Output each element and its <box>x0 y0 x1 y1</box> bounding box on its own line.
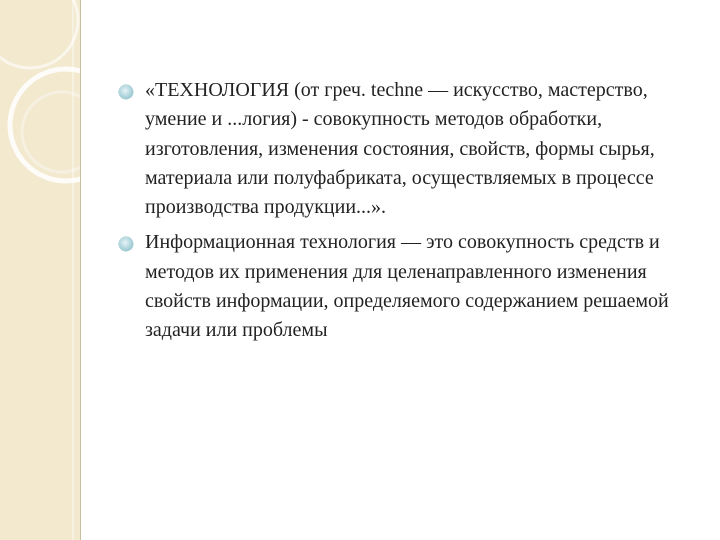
bullet-text: Информационная технология — это совокупность средств и методов их применения для целенаправленного изменения свойств информации, определяемого содержанием решаемой задачи или проблемы <box>145 231 669 342</box>
decorative-rings <box>0 0 80 540</box>
bullet-item-information-technology-definition <box>116 228 706 345</box>
bullet-item-technology-definition <box>116 76 706 222</box>
bullet-icon <box>119 85 133 99</box>
bullet-text: «ТЕХНОЛОГИЯ (от греч. techne — искусство, мастерство, умение и ...логия) - совокупность методов обработки, изготовления, изменения состояния, свойств, формы сырья, материала или полуфабриката, осуществляемых в процессе производства продукции...». <box>145 79 655 219</box>
slide-content <box>116 76 706 352</box>
bullet-icon <box>119 237 133 251</box>
decorative-left-panel <box>0 0 81 540</box>
